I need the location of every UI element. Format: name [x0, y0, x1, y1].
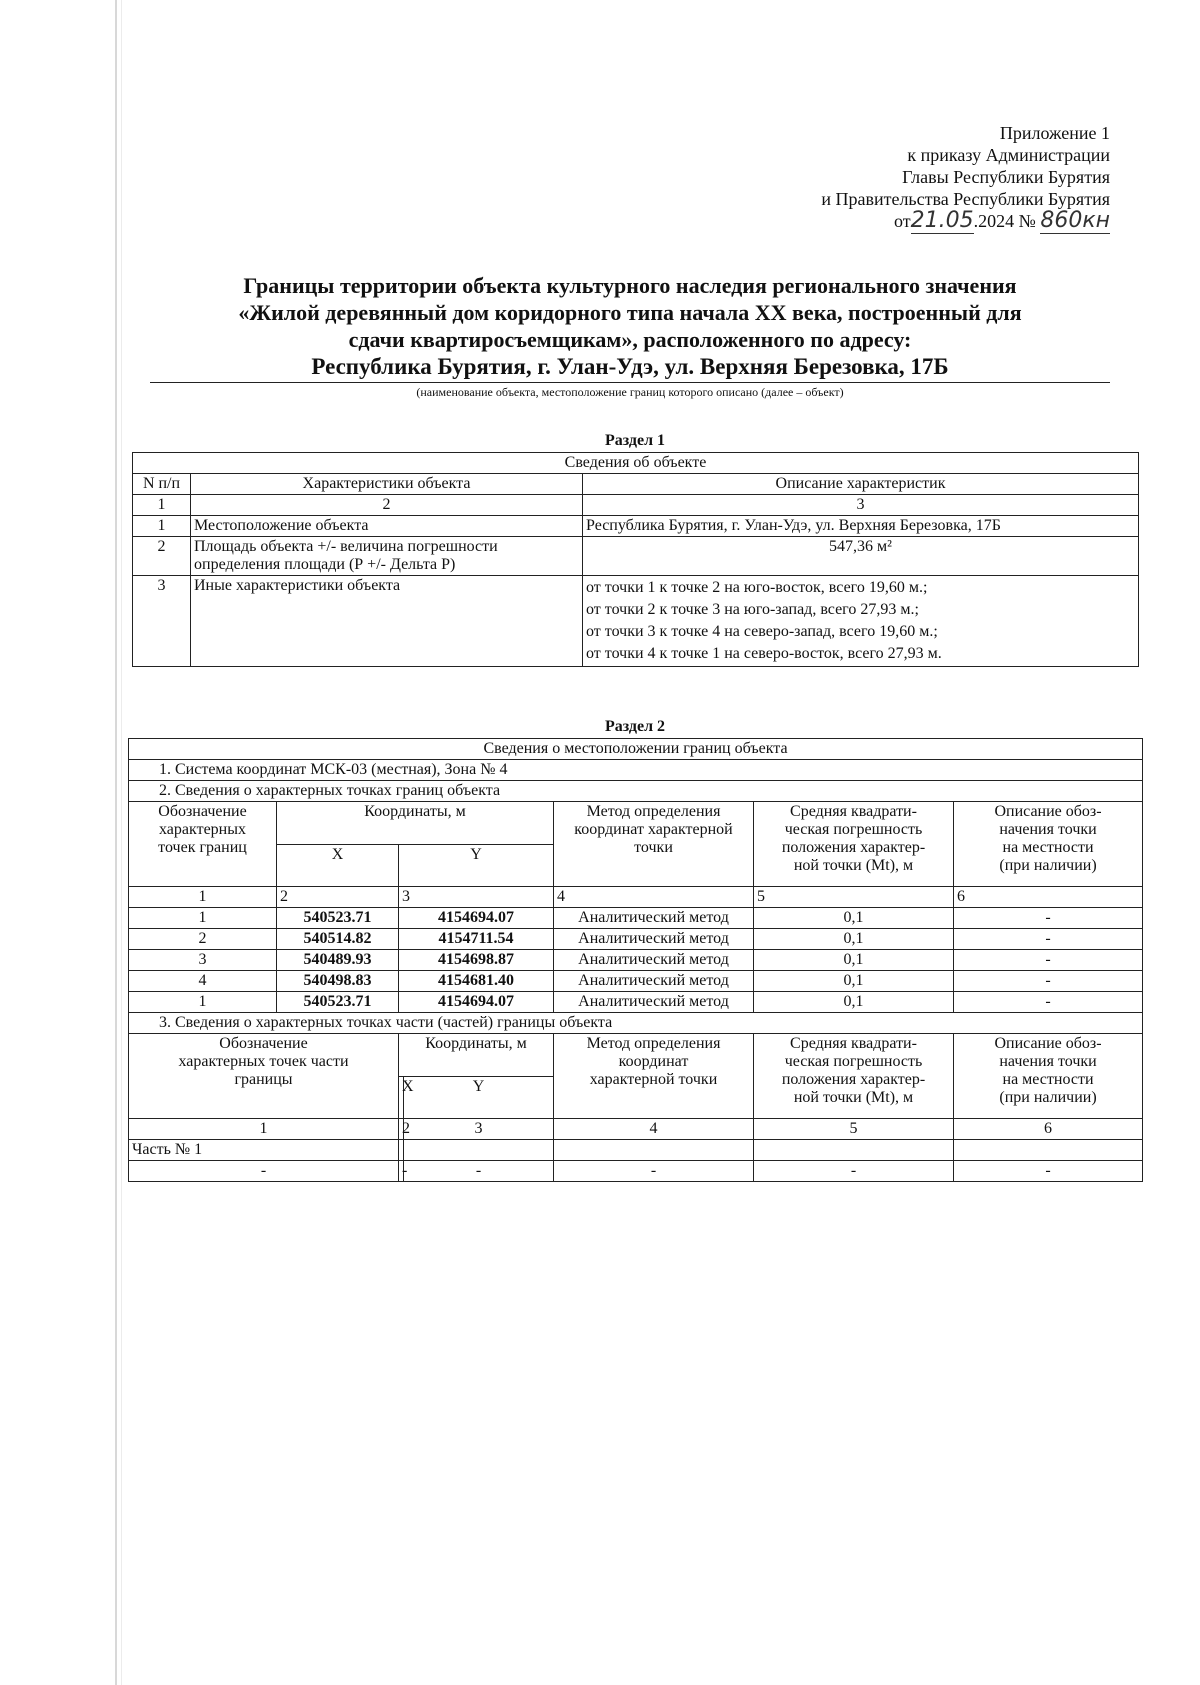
point-desc: - [954, 908, 1143, 929]
section-2-caption: Сведения о местоположении границ объекта [129, 739, 1143, 760]
row-number: 2 [133, 537, 191, 576]
table-row [129, 1161, 1143, 1182]
header-text: границы [234, 1071, 293, 1088]
point-method: Аналитический метод [554, 929, 754, 950]
row-value [583, 576, 1139, 667]
part-cell: - [404, 1161, 554, 1182]
point-y: 4154681.40 [399, 971, 554, 992]
header-text: ной точки (Mt), м [793, 1089, 914, 1106]
header-text: характерной точки [589, 1071, 718, 1088]
header-designation [129, 802, 277, 887]
section-2-heading: Раздел 2 [604, 718, 666, 735]
point-desc: - [954, 971, 1143, 992]
table-row [129, 950, 1143, 971]
boundary-line-1: от точки 1 к точке 2 на юго-восток, всего 19,60 м.; [586, 579, 928, 596]
point-y: 4154694.07 [399, 908, 554, 929]
point-desc: - [954, 992, 1143, 1013]
header-description: Описание характеристик [583, 474, 1139, 495]
title-note: (наименование объекта, местоположение границ которого описано (далее – объект) [416, 385, 844, 399]
table-row [133, 537, 1139, 576]
header-characteristics: Характеристики объекта [191, 474, 583, 495]
header-text: точек границ [158, 839, 247, 856]
appendix-line-4: и Правительства Республики Бурятия [821, 189, 1110, 209]
point-mt: 0,1 [754, 908, 954, 929]
point-x: 540523.71 [277, 908, 399, 929]
col-number: 1 [129, 1119, 399, 1140]
col-number: 4 [554, 1119, 754, 1140]
page-margin-line [115, 0, 117, 1685]
coordinate-system: 1. Система координат МСК-03 (местная), Зона № 4 [129, 760, 1143, 781]
col-number: 2 [277, 887, 399, 908]
table-row [129, 992, 1143, 1013]
header-text: характерных [159, 821, 246, 838]
point-desc: - [954, 929, 1143, 950]
col-number: 3 [399, 887, 554, 908]
point-id: 1 [129, 992, 277, 1013]
header-text: начения точки [999, 1053, 1097, 1070]
appendix-line-2: к приказу Администрации [907, 145, 1110, 165]
point-method: Аналитический метод [554, 971, 754, 992]
title-line-2: «Жилой деревянный дом коридорного типа начала XX века, построенный для [238, 300, 1022, 325]
empty-cell [404, 1140, 554, 1161]
table-row [133, 576, 1139, 667]
header-text: Обозначение [219, 1035, 308, 1052]
section-1-heading: Раздел 1 [604, 432, 666, 449]
col-number: 1 [133, 495, 191, 516]
empty-cell [554, 1140, 754, 1161]
part-cell: - [129, 1161, 399, 1182]
point-x: 540514.82 [277, 929, 399, 950]
point-mt: 0,1 [754, 950, 954, 971]
title-line-3: сдачи квартиросъемщикам», расположенного по адресу: [348, 327, 912, 352]
row-number: 1 [133, 516, 191, 537]
title-line-1: Границы территории объекта культурного наследия регионального значения [243, 273, 1017, 298]
empty-cell [954, 1140, 1143, 1161]
row-name: Иные характеристики объекта [191, 576, 583, 667]
handwritten-date: 21.05 [910, 208, 974, 233]
handwritten-order-number: 860кн [1040, 208, 1110, 233]
col-number: 6 [954, 887, 1143, 908]
page-margin-line-secondary [121, 0, 122, 1685]
boundary-line-4: от точки 4 к точке 1 на северо-восток, всего 27,93 м. [586, 645, 942, 662]
row-name-line-1: Площадь объекта +/- величина погрешности [194, 538, 498, 555]
point-x: 540498.83 [277, 971, 399, 992]
appendix-block [821, 122, 1110, 232]
header-text: ческая погрешность [784, 1053, 923, 1070]
header-text: Обозначение [158, 803, 247, 820]
col-number: 5 [754, 887, 954, 908]
header-y: Y [399, 844, 554, 887]
row-number: 3 [133, 576, 191, 667]
point-id: 4 [129, 971, 277, 992]
part-cell: - [554, 1161, 754, 1182]
point-id: 1 [129, 908, 277, 929]
parts-header-coordinates: Координаты, м [399, 1034, 554, 1077]
header-text: положения характер- [781, 839, 926, 856]
point-mt: 0,1 [754, 992, 954, 1013]
point-y: 4154694.07 [399, 992, 554, 1013]
section-2-table [128, 738, 1143, 1182]
parts-header-point-description [954, 1034, 1143, 1119]
header-text: на местности [1002, 839, 1094, 856]
table-row [129, 929, 1143, 950]
part-cell: - [754, 1161, 954, 1182]
parts-header-x: X [399, 1076, 404, 1119]
col-number: 4 [554, 887, 754, 908]
row-value: 547,36 м² [583, 537, 1139, 576]
row-value: Республика Бурятия, г. Улан-Удэ, ул. Верхняя Березовка, 17Б [583, 516, 1139, 537]
table-row [129, 1140, 1143, 1161]
point-id: 3 [129, 950, 277, 971]
row-name-line-2: определения площади (Р +/- Дельта Р) [194, 556, 456, 573]
header-method [554, 802, 754, 887]
table-row [133, 516, 1139, 537]
point-y: 4154711.54 [399, 929, 554, 950]
header-text: ческая погрешность [784, 821, 923, 838]
row-name [191, 537, 583, 576]
row-name: Местоположение объекта [191, 516, 583, 537]
col-number: 6 [954, 1119, 1143, 1140]
parts-header-error [754, 1034, 954, 1119]
part-cell: - [954, 1161, 1143, 1182]
header-text: Средняя квадрати- [790, 803, 917, 820]
boundary-line-3: от точки 3 к точке 4 на северо-запад, всего 19,60 м.; [586, 623, 938, 640]
part-cell: - [399, 1161, 404, 1182]
header-text: положения характер- [781, 1071, 926, 1088]
parts-header-designation [129, 1034, 399, 1119]
header-point-description [954, 802, 1143, 887]
table-row [129, 908, 1143, 929]
point-x: 540523.71 [277, 992, 399, 1013]
document-title [150, 272, 1110, 380]
section-1-caption: Сведения об объекте [133, 453, 1139, 474]
header-text: координат характерной [574, 821, 733, 838]
col-number: 5 [754, 1119, 954, 1140]
header-text: Средняя квадрати- [790, 1035, 917, 1052]
parts-header-method [554, 1034, 754, 1119]
header-x: X [277, 844, 399, 887]
point-y: 4154698.87 [399, 950, 554, 971]
header-text: ной точки (Mt), м [793, 857, 914, 874]
date-prefix: от [894, 211, 911, 231]
parts-header-y: Y [404, 1076, 554, 1119]
point-desc: - [954, 950, 1143, 971]
appendix-line-1: Приложение 1 [999, 123, 1110, 143]
header-text: (при наличии) [999, 1089, 1097, 1106]
boundary-line-2: от точки 2 к точке 3 на юго-запад, всего 27,93 м.; [586, 601, 919, 618]
point-id: 2 [129, 929, 277, 950]
header-text: начения точки [999, 821, 1097, 838]
header-text: на местности [1002, 1071, 1094, 1088]
title-underline [150, 382, 1110, 383]
header-text: характерных точек части [178, 1053, 349, 1070]
header-text: (при наличии) [999, 857, 1097, 874]
point-method: Аналитический метод [554, 992, 754, 1013]
header-text: координат [618, 1053, 689, 1070]
point-method: Аналитический метод [554, 908, 754, 929]
header-text: Описание обоз- [994, 803, 1102, 820]
col-number: 1 [129, 887, 277, 908]
header-error [754, 802, 954, 887]
empty-cell [754, 1140, 954, 1161]
col-number: 2 [399, 1119, 404, 1140]
col-number: 3 [583, 495, 1139, 516]
point-x: 540489.93 [277, 950, 399, 971]
point-mt: 0,1 [754, 929, 954, 950]
point-method: Аналитический метод [554, 950, 754, 971]
appendix-date-line [821, 210, 1110, 232]
col-number: 2 [191, 495, 583, 516]
title-line-4: Республика Бурятия, г. Улан-Удэ, ул. Верхняя Березовка, 17Б [311, 354, 949, 379]
section-1-table [132, 452, 1139, 667]
points-caption: 2. Сведения о характерных точках границ объекта [129, 781, 1143, 802]
header-text: Метод определения [586, 1035, 721, 1052]
appendix-line-3: Главы Республики Бурятия [902, 167, 1110, 187]
header-text: Метод определения [586, 803, 721, 820]
parts-caption: 3. Сведения о характерных точках части (частей) границы объекта [129, 1013, 1143, 1034]
col-number: 3 [404, 1119, 554, 1140]
part-label: Часть № 1 [129, 1140, 399, 1161]
table-row [129, 971, 1143, 992]
point-mt: 0,1 [754, 971, 954, 992]
date-year-number: .2024 № [973, 211, 1036, 231]
header-number: N п/п [133, 474, 191, 495]
header-text: Описание обоз- [994, 1035, 1102, 1052]
header-coordinates: Координаты, м [277, 802, 554, 845]
header-text: точки [634, 839, 673, 856]
